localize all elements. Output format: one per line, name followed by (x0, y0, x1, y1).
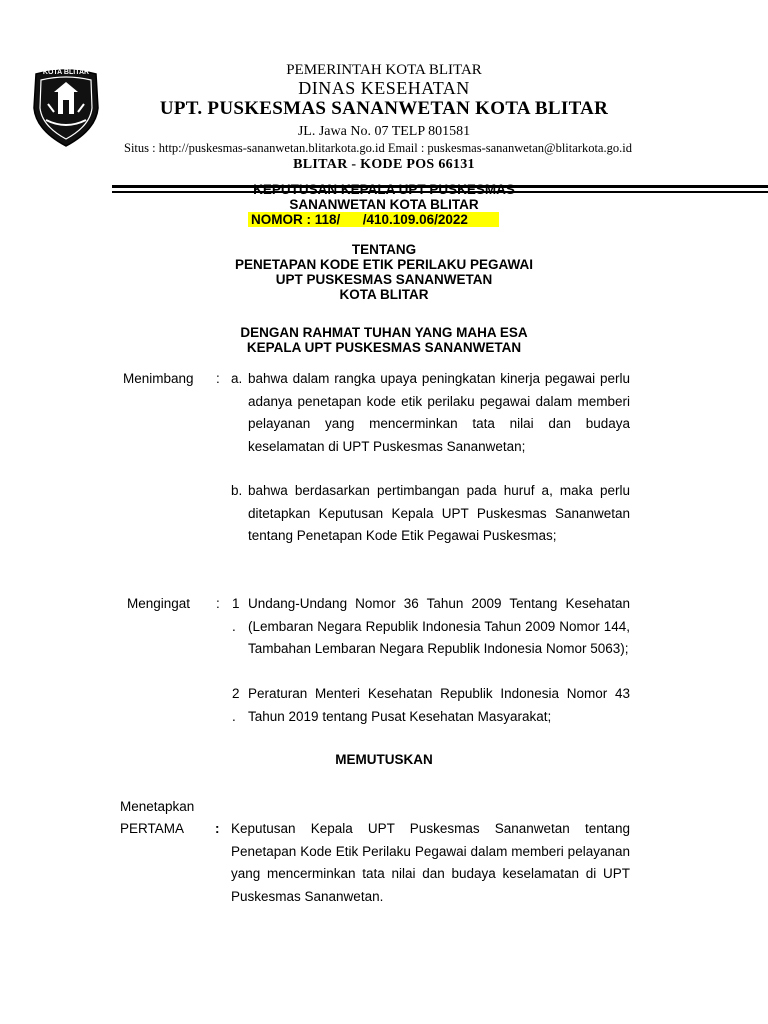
decree-number-highlighted: NOMOR : 118/ /410.109.06/2022 (248, 212, 499, 227)
organization-name: UPT. PUSKESMAS SANANWETAN KOTA BLITAR (159, 98, 609, 119)
address-line: JL. Jawa No. 07 TELP 801581 (297, 124, 471, 139)
mengingat-item-1-text: Undang-Undang Nomor 36 Tahun 2009 Tentang Kesehatan (Lembaran Negara Republik Indonesia Tahun 2009 Nomor 144, Tambahan Lembaran Negara Republik Indonesia Nomor 5063); (248, 596, 630, 656)
grace-line-1: DENGAN RAHMAT TUHAN YANG MAHA ESA (240, 325, 528, 340)
about-line-3: KOTA BLITAR (339, 287, 429, 302)
mengingat-item-2-index: 2 . (232, 686, 240, 724)
mengingat-label: Mengingat (127, 596, 191, 611)
grace-line-2: KEPALA UPT PUSKESMAS SANANWETAN (246, 340, 522, 355)
decision-heading: MEMUTUSKAN (335, 752, 433, 767)
about-line-2: UPT PUSKESMAS SANANWETAN (275, 272, 493, 287)
menimbang-item-a-index: a. (231, 371, 243, 386)
decree-title-line-1: KEPUTUSAN KEPALA UPT PUSKESMAS (253, 182, 515, 197)
menetapkan-label: Menetapkan (120, 799, 195, 814)
pertama-colon: : (215, 821, 220, 836)
mengingat-colon: : (216, 596, 220, 611)
department-name: DINAS KESEHATAN (298, 78, 470, 98)
about-line-1: PENETAPAN KODE ETIK PERILAKU PEGAWAI (234, 257, 534, 272)
menimbang-item-b-text: bahwa berdasarkan pertimbangan pada huruf a, maka perlu ditetapkan Keputusan Kepala UPT Puskesmas Sananwetan tentang Penetapan Kode Etik Pegawai Puskesmas; (248, 483, 630, 543)
about-label: TENTANG (351, 242, 417, 257)
mengingat-item-2-text: Peraturan Menteri Kesehatan Republik Indonesia Nomor 43 Tahun 2019 tentang Pusat Kesehatan Masyarakat; (248, 686, 630, 724)
menimbang-colon: : (216, 371, 220, 386)
contact-line: Situs : http://puskesmas-sananwetan.blitarkota.go.id Email : puskesmas-sananwetan@blitarkota.go.id (124, 141, 632, 155)
menimbang-label: Menimbang (123, 371, 194, 386)
menimbang-item-b-index: b. (231, 483, 243, 498)
pertama-text: Keputusan Kepala UPT Puskesmas Sananwetan tentang Penetapan Kode Etik Perilaku Pegawai dalam memberi pelayanan yang mencerminkan tata nilai dan budaya keselamatan di UPT Puskesmas Sananwetan. (231, 821, 630, 904)
pertama-label: PERTAMA (120, 821, 185, 836)
decree-title-line-2: SANANWETAN KOTA BLITAR (289, 197, 479, 212)
menimbang-item-a-text: bahwa dalam rangka upaya peningkatan kinerja pegawai perlu adanya penetapan kode etik perilaku pegawai dalam memberi pelayanan yang mencerminkan tata nilai dan budaya keselamatan di UPT Puskesmas Sananwetan; (248, 371, 630, 454)
city-postcode-line: BLITAR - KODE POS 66131 (293, 157, 475, 172)
logo-caption: KOTA BLITAR (42, 69, 90, 76)
mengingat-item-1-index: 1 . (232, 596, 240, 634)
government-name: PEMERINTAH KOTA BLITAR (286, 62, 482, 78)
